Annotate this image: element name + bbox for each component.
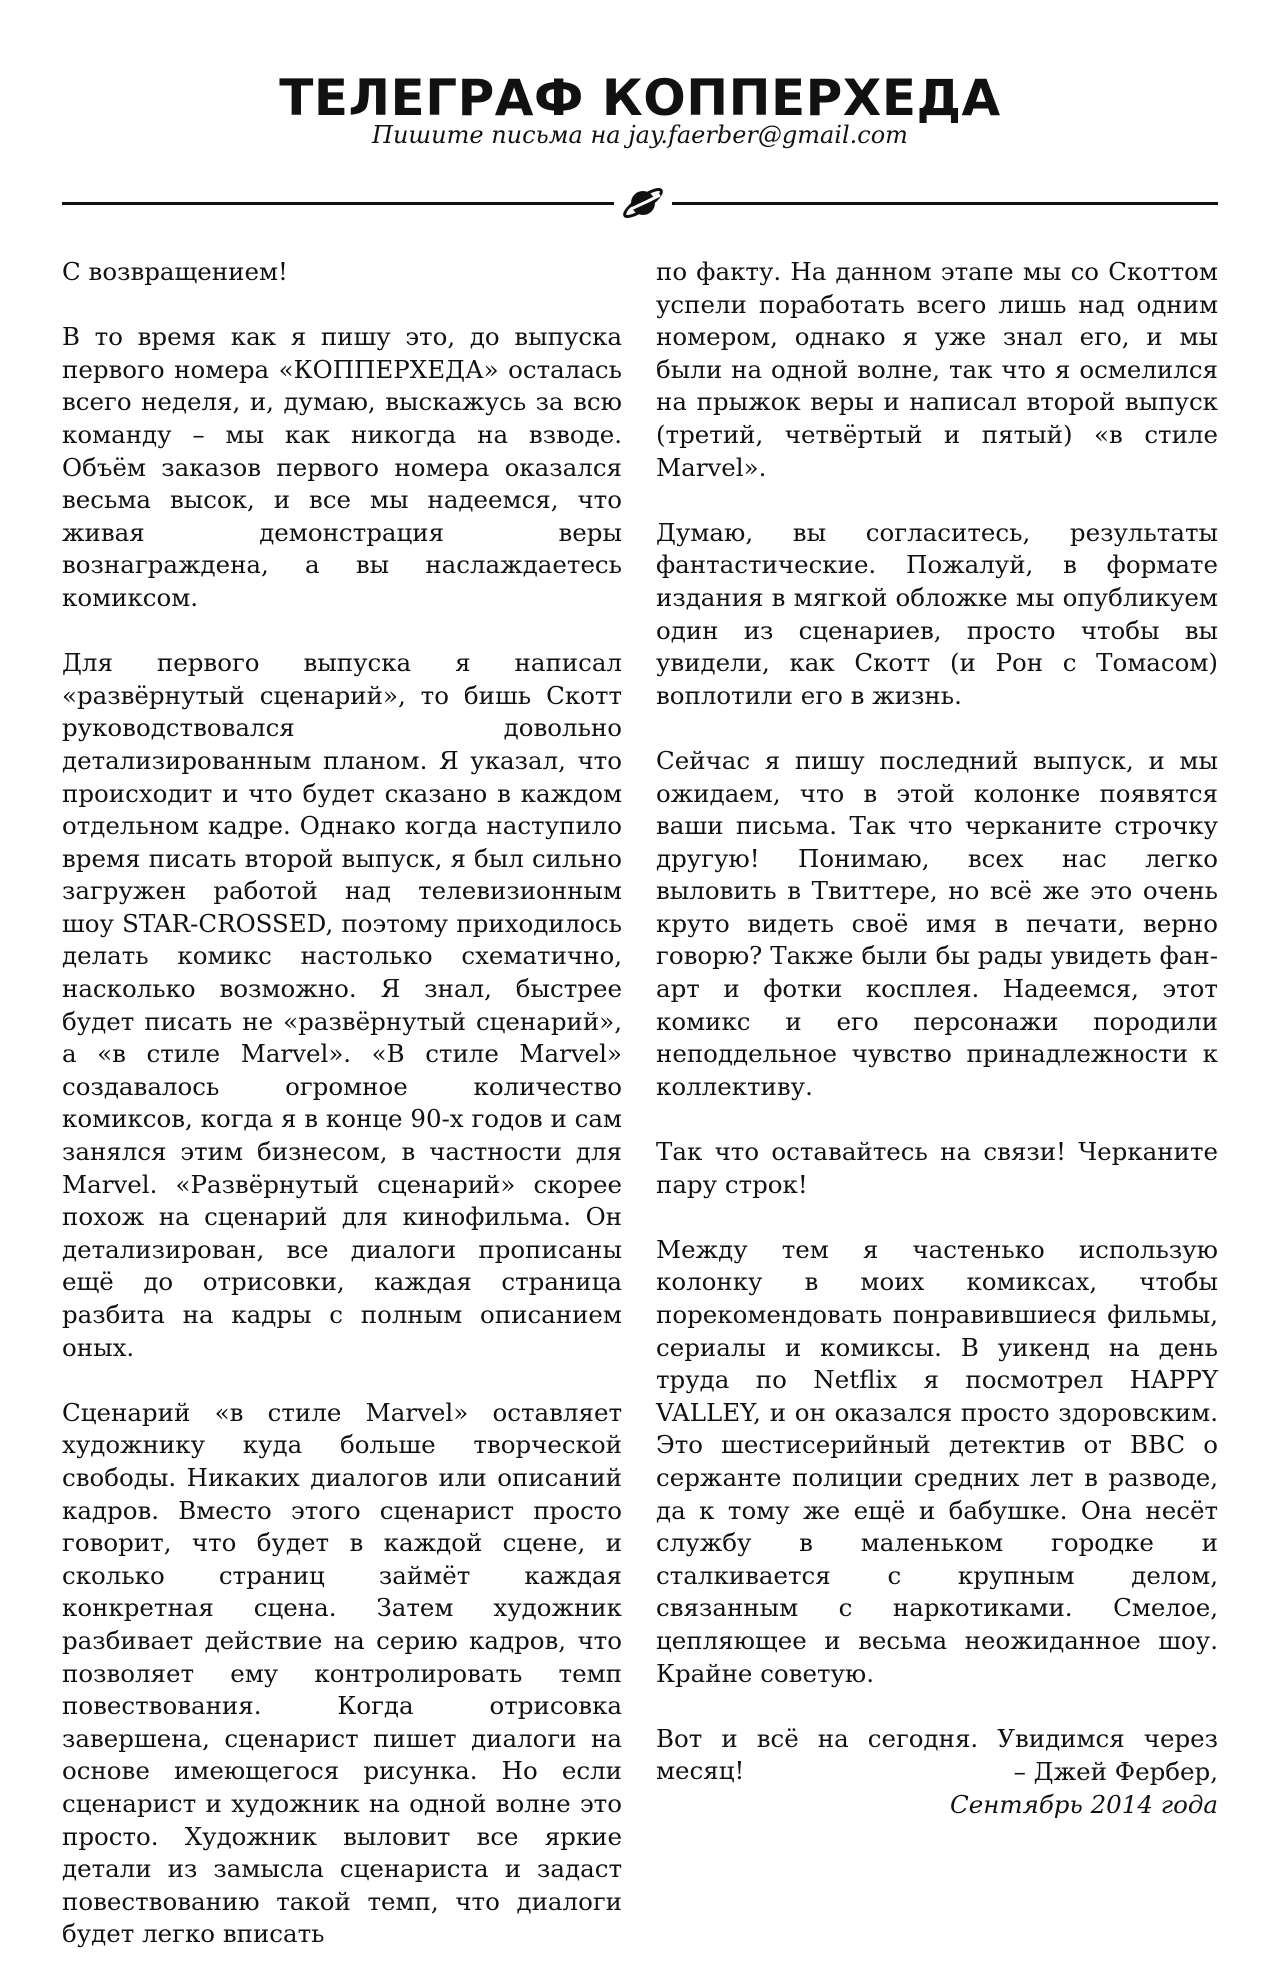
- divider-left: [62, 202, 614, 205]
- paragraph: Сценарий «в стиле Marvel» оставляет художнику куда больше творческой свободы. Никаких диалогов или описаний кадров. Вместо этого сценарист просто говорит, что будет в каждой сцене, и сколько страниц займёт каждая конкретная сцена. Затем художник разбивает действие на серию кадров, что позволяет ему контролировать темп повествования. Когда отрисовка завершена, сценарист пишет диалоги на основе имеющегося рисунка. Но если сценарист и художник на одной волне это просто. Художник выловит все яркие детали из замысла сценариста и задаст повествованию такой темп, что диалоги будет легко вписать: [62, 1397, 622, 1949]
- signature-date: Сентябрь 2014 года: [949, 1790, 1218, 1819]
- paragraph: Так что оставайтесь на связи! Черканите пару строк!: [656, 1137, 1218, 1199]
- divider-right: [672, 202, 1218, 205]
- page-subtitle: Пишите письма на jay.faerber@gmail.com: [372, 121, 908, 149]
- right-column: [656, 256, 1218, 1788]
- paragraph: по факту. На данном этапе мы со Скоттом успели поработать всего лишь над одним номером, однако я уже знал его, и мы были на одной волне, так что я осмелился на прыжок веры и написал второй выпуск (третий, четвёртый и пятый) «в стиле Marvel».: [656, 257, 1218, 482]
- signature-name: – Джей Фербер,: [1013, 1757, 1218, 1786]
- planet-icon: [618, 178, 668, 228]
- paragraph: В то время как я пишу это, до выпуска первого номера «КОППЕРХЕДА» осталась всего неделя, и, думаю, выскажусь за всю команду – мы как никогда на взводе. Объём заказов первого номера оказался весьма высок, и все мы надеемся, что живая демонстрация веры вознаграждена, а вы наслаждаетесь комиксом.: [62, 322, 622, 612]
- paragraph: Думаю, вы согласитесь, результаты фантастические. Пожалуй, в формате издания в мягкой обложке мы опубликуем один из сценариев, просто чтобы вы увидели, как Скотт (и Рон с Томасом) воплотили его в жизнь.: [656, 517, 1218, 710]
- page-title: ТЕЛЕГРАФ КОППЕРХЕДА: [279, 69, 1001, 127]
- left-column: [62, 256, 622, 1951]
- paragraph: Сейчас я пишу последний выпуск, и мы ожидаем, что в этой колонке появятся ваши письма. Так что черканите строчку другую! Понимаю, всех нас легко выловить в Твиттере, но всё же это очень круто видеть своё имя в печати, верно говорю? Также были бы рады увидеть фан-арт и фотки косплея. Надеемся, этот комикс и его персонажи породили неподдельное чувство принадлежности к коллективу.: [656, 745, 1218, 1101]
- paragraph: Для первого выпуска я написал «развёрнутый сценарий», то бишь Скотт руководствовался довольно детализированным планом. Я указал, что происходит и что будет сказано в каждом отдельном кадре. Однако когда наступило время писать второй выпуск, я был сильно загружен работой над телевизионным шоу STAR-CROSSED, поэтому приходилось делать комикс настолько схематично, насколько возможно. Я знал, быстрее будет писать не «развёрнутый сценарий», а «в стиле Marvel». «В стиле Marvel» создавалось огромное количество комиксов, когда я в конце 90-х годов и сам занялся этим бизнесом, в частности для Marvel. «Развёрнутый сценарий» скорее похож на сценарий для кинофильма. Он детализирован, все диалоги прописаны ещё до отрисовки, каждая страница разбита на кадры с полным описанием оных.: [62, 648, 622, 1362]
- paragraph: Вот и всё на сегодня. Увидимся через месяц!: [656, 1723, 1218, 1786]
- paragraph: Между тем я частенько использую колонку в моих комиксах, чтобы порекомендовать понравившиеся фильмы, сериалы и комиксы. В уикенд на день труда по Netflix я посмотрел HAPPY VALLEY, и он оказался просто здоровским. Это шестисерийный детектив от BBC о сержанте полиции средних лет в разводе, да к тому же ещё и бабушке. Она несёт службу в маленьком городке и сталкивается с крупным делом, связанным с наркотиками. Смелое, цепляющее и весьма неожиданное шоу. Крайне советую.: [656, 1234, 1218, 1688]
- paragraph: С возвращением!: [62, 257, 288, 286]
